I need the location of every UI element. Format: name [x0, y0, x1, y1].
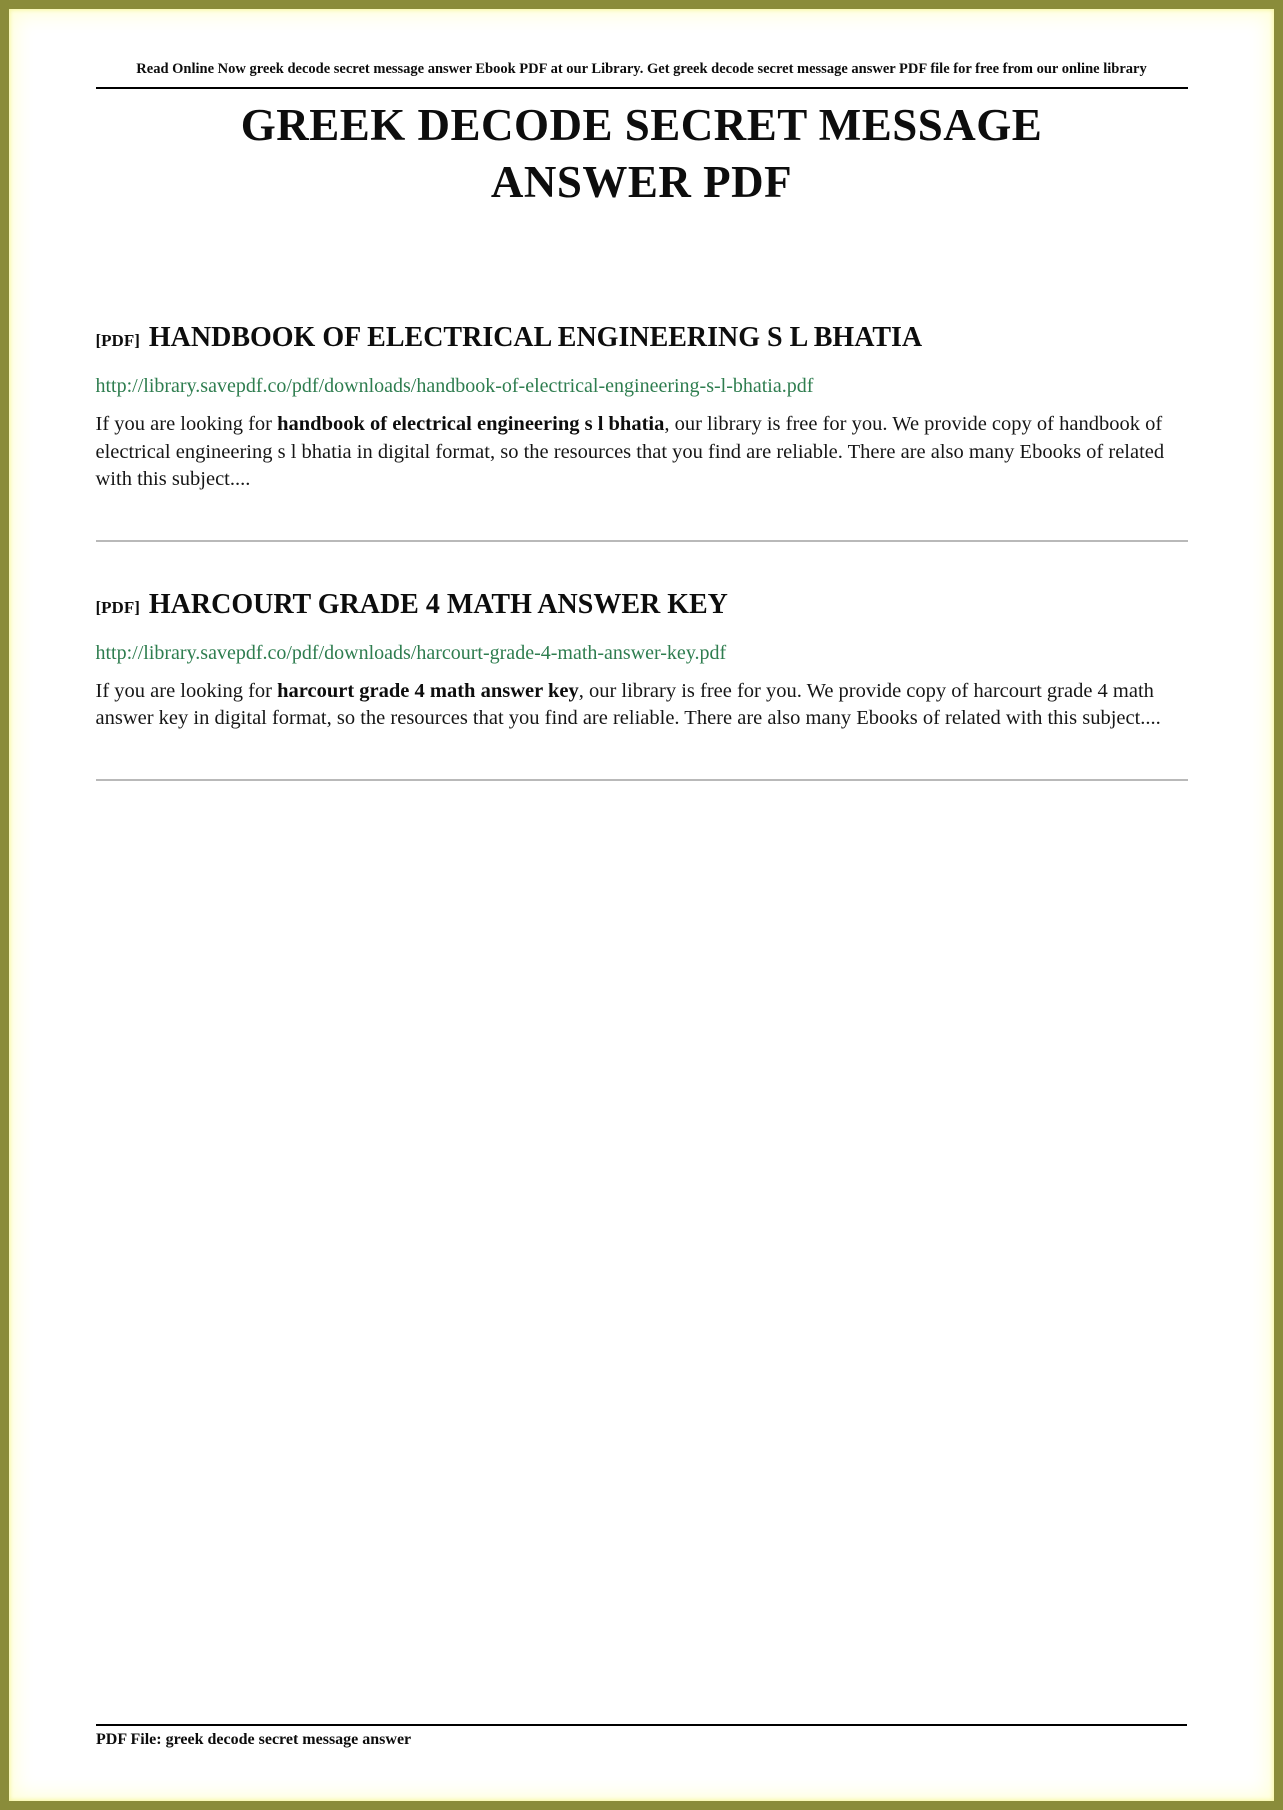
- entry-title: HANDBOOK OF ELECTRICAL ENGINEERING S L BHATIA: [148, 322, 923, 353]
- section-divider: [96, 779, 1188, 781]
- pdf-entry: [96, 321, 1188, 542]
- entry-heading: [96, 321, 1188, 359]
- pdf-tag-label: [PDF]: [95, 331, 140, 350]
- page-content: [96, 58, 1188, 781]
- pdf-tag-label: [PDF]: [95, 597, 140, 617]
- header-note: Read Online Now greek decode secret message answer Ebook PDF at our Library. Get greek decode secret message answer PDF file for free from our online library: [96, 58, 1188, 89]
- footer-file-label: PDF File: greek decode secret message answer: [96, 1724, 1187, 1749]
- entry-url-link[interactable]: http://library.savepdf.co/pdf/downloads/harcourt-grade-4-math-answer-key.pdf: [95, 641, 727, 664]
- entry-description-bold: harcourt grade 4 math answer key: [277, 679, 579, 702]
- pdf-entry: [96, 588, 1188, 781]
- entry-title: HARCOURT GRADE 4 MATH ANSWER KEY: [148, 588, 728, 620]
- entry-description-prefix: If you are looking for: [95, 679, 278, 702]
- entry-description: [96, 411, 1188, 494]
- entry-description-suffix: , our library is free for you. We provide copy of harcourt grade 4 math answer key in digital format, so the resources that you find are reliable. There are also many Ebooks of related with this subject....: [95, 679, 1161, 729]
- entry-description: [96, 678, 1188, 733]
- entry-description-suffix: , our library is free for you. We provide copy of handbook of electrical engineering s l bhatia in digital format, so the resources that you find are reliable. There are also many Ebooks of related with this subject....: [95, 413, 1165, 490]
- page-title: GREEK DECODE SECRET MESSAGE ANSWER PDF: [240, 100, 1043, 207]
- entry-description-bold: handbook of electrical engineering s l bhatia: [277, 413, 665, 435]
- entry-heading: [96, 588, 1188, 626]
- entry-description-prefix: If you are looking for: [95, 413, 278, 435]
- entry-url-link[interactable]: http://library.savepdf.co/pdf/downloads/handbook-of-electrical-engineering-s-l-bhatia.pdf: [95, 375, 814, 397]
- section-divider: [96, 540, 1188, 542]
